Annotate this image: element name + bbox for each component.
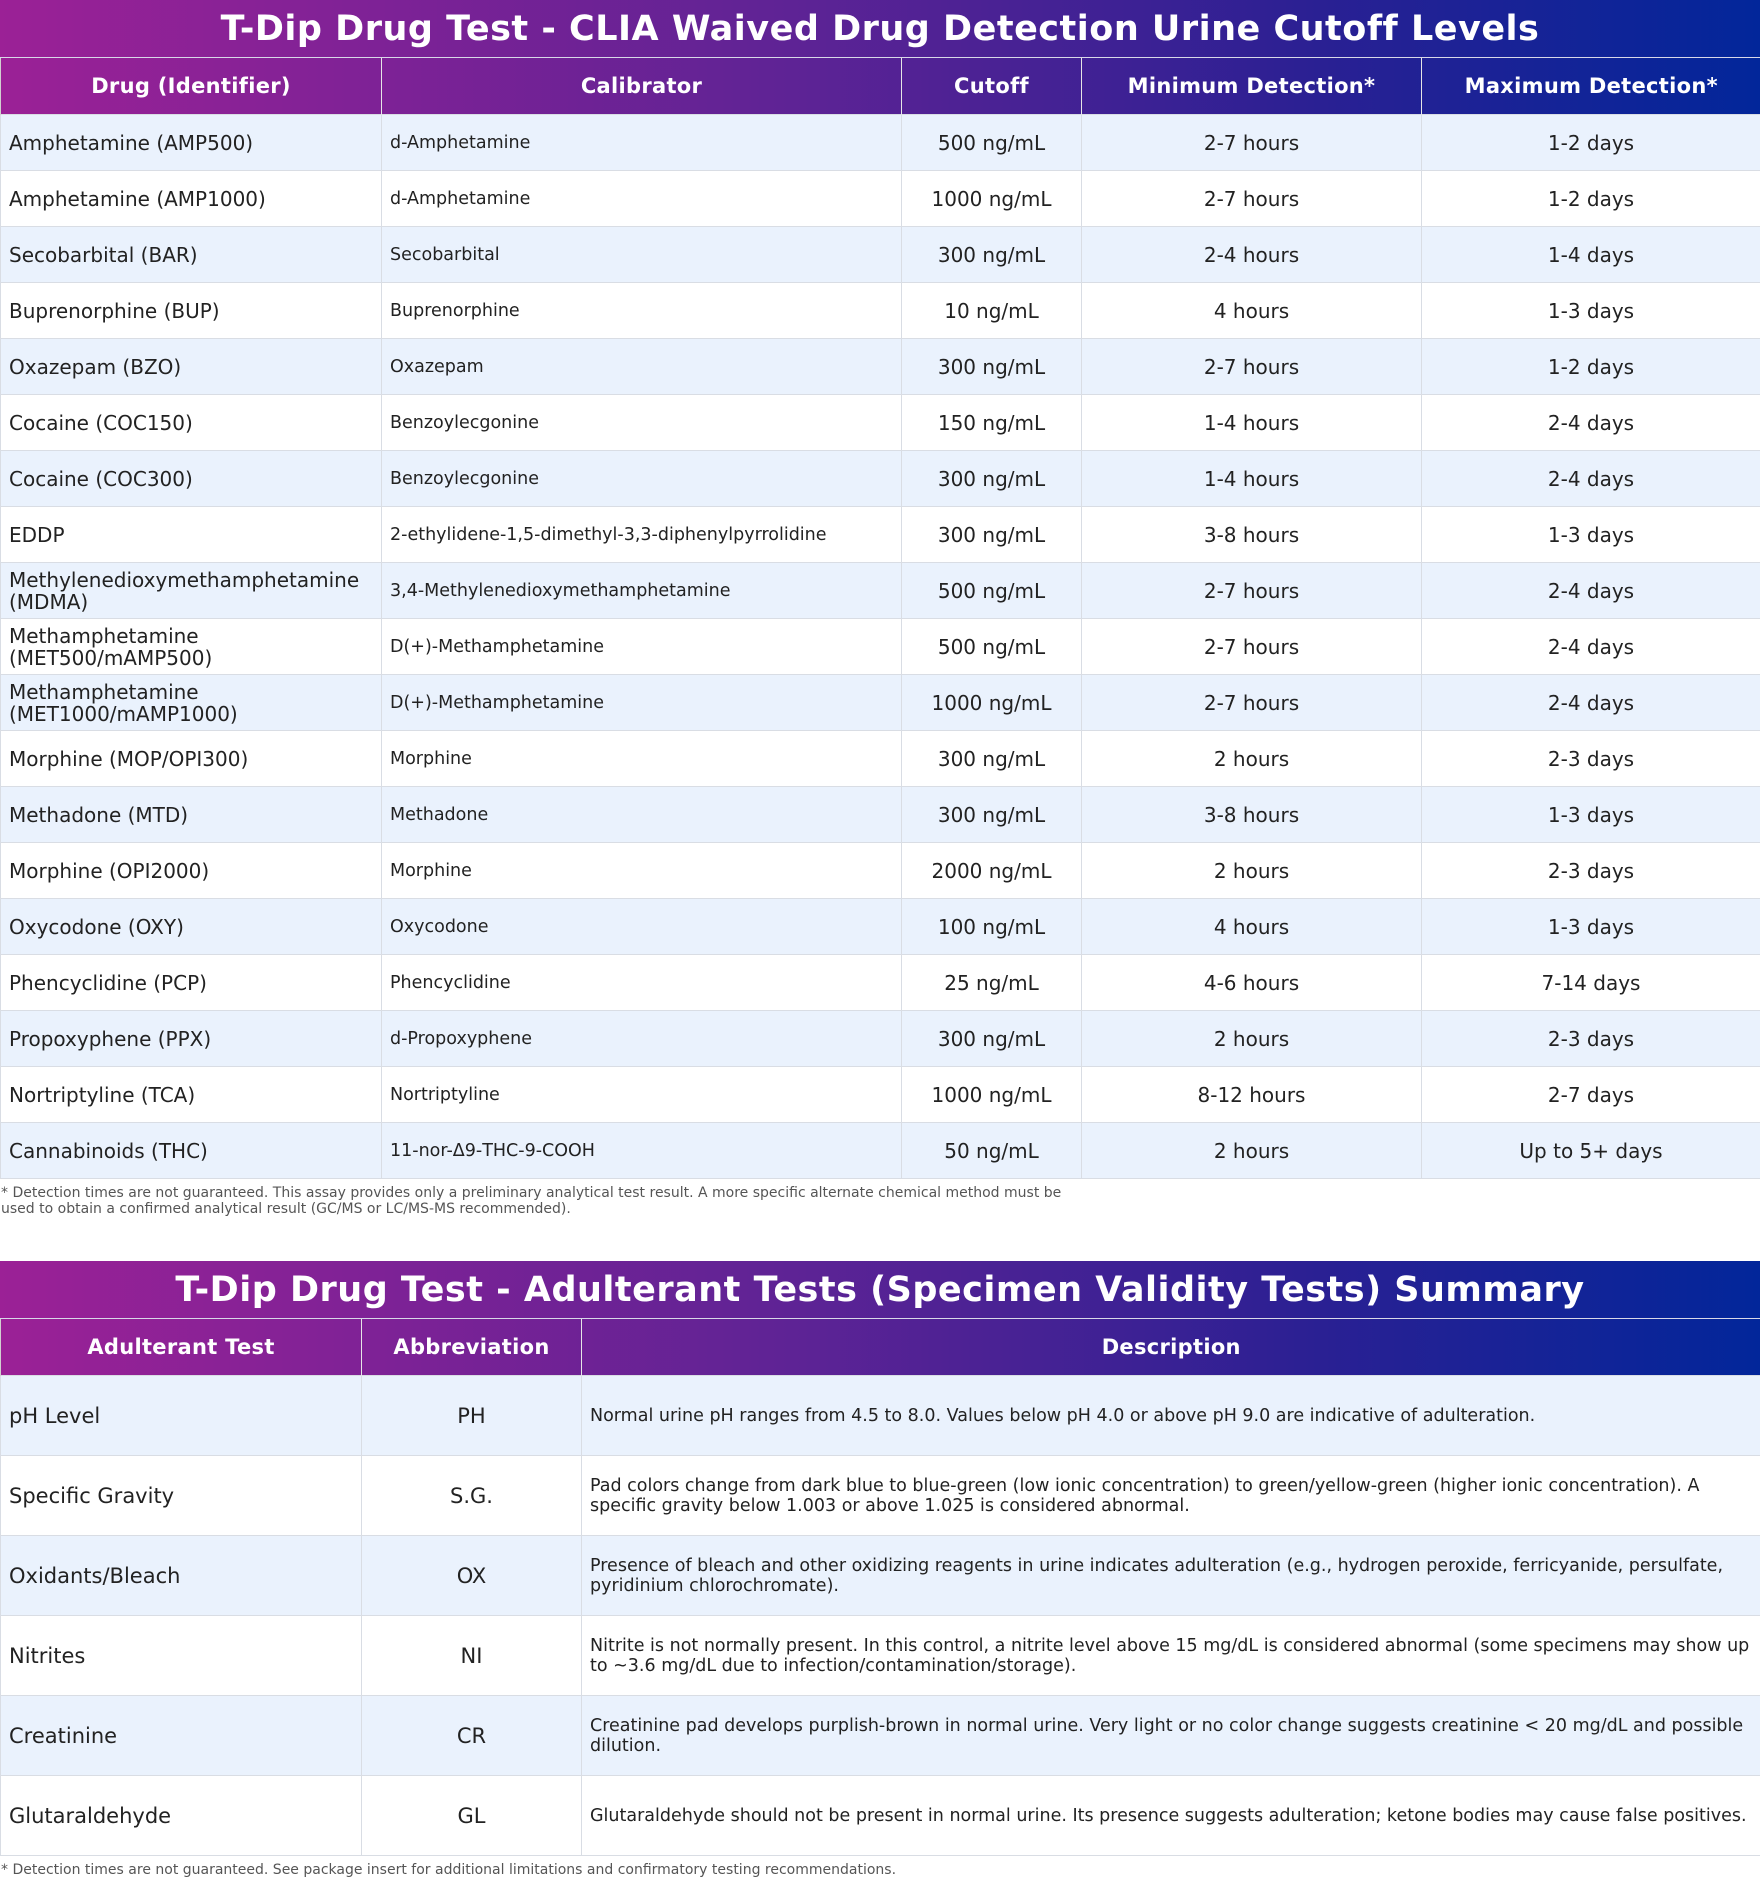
drug-cell: Amphetamine (AMP1000) — [1, 171, 382, 227]
cutoff-cell: 100 ng/mL — [902, 899, 1082, 955]
drug-cell: Oxazepam (BZO) — [1, 339, 382, 395]
cutoff-cell: 150 ng/mL — [902, 395, 1082, 451]
adulterant-test-cell: pH Level — [1, 1376, 362, 1456]
adulterant-section — [0, 1261, 1760, 1878]
drug-cell: Methylenedioxymethamphetamine (MDMA) — [1, 563, 382, 619]
calibrator-cell: Buprenorphine — [382, 283, 902, 339]
cutoff-row — [1, 451, 1760, 507]
cutoff-row — [1, 1067, 1760, 1123]
min-detection-cell: 2 hours — [1082, 731, 1422, 787]
header-max-detection: Maximum Detection* — [1422, 58, 1760, 115]
max-detection-cell: 2-3 days — [1422, 1011, 1760, 1067]
min-detection-cell: 2 hours — [1082, 1123, 1422, 1179]
adulterant-test-cell: Specific Gravity — [1, 1456, 362, 1536]
adulterant-test-cell: Creatinine — [1, 1696, 362, 1776]
max-detection-cell: 2-4 days — [1422, 563, 1760, 619]
min-detection-cell: 1-4 hours — [1082, 395, 1422, 451]
cutoff-footnote: * Detection times are not guaranteed. This assay provides only a preliminary analytical test result. A more specific alternate chemical method must be used to obtain a confirmed analytical result (GC/MS or LC/MS-MS recommended). — [1, 1185, 1062, 1217]
max-detection-cell: 2-4 days — [1422, 395, 1760, 451]
max-detection-cell: 2-3 days — [1422, 731, 1760, 787]
abbreviation-cell: GL — [362, 1776, 582, 1856]
min-detection-cell: 2 hours — [1082, 843, 1422, 899]
calibrator-cell: Benzoylecgonine — [382, 451, 902, 507]
min-detection-cell: 2-7 hours — [1082, 339, 1422, 395]
max-detection-cell: 2-4 days — [1422, 675, 1760, 731]
abbreviation-cell: CR — [362, 1696, 582, 1776]
cutoff-row — [1, 339, 1760, 395]
drug-cell: Cocaine (COC150) — [1, 395, 382, 451]
cutoff-row — [1, 731, 1760, 787]
description-cell: Nitrite is not normally present. In this control, a nitrite level above 15 mg/dL is considered abnormal (some specimens may show up to ~3.6 mg/dL due to infection/contamination/storage). — [582, 1616, 1760, 1696]
adulterant-test-cell: Glutaraldehyde — [1, 1776, 362, 1856]
calibrator-cell: Morphine — [382, 731, 902, 787]
cutoff-cell: 300 ng/mL — [902, 787, 1082, 843]
max-detection-cell: 2-4 days — [1422, 619, 1760, 675]
adulterant-test-cell: Nitrites — [1, 1616, 362, 1696]
header-adulterant-test: Adulterant Test — [1, 1319, 362, 1376]
min-detection-cell: 2-4 hours — [1082, 227, 1422, 283]
cutoff-row — [1, 899, 1760, 955]
calibrator-cell: D(+)-Methamphetamine — [382, 675, 902, 731]
cutoff-cell: 1000 ng/mL — [902, 171, 1082, 227]
cutoff-header-row — [1, 58, 1760, 115]
cutoff-row — [1, 955, 1760, 1011]
cutoff-row — [1, 675, 1760, 731]
adulterant-row — [1, 1456, 1760, 1536]
abbreviation-cell: S.G. — [362, 1456, 582, 1536]
cutoff-cell: 500 ng/mL — [902, 619, 1082, 675]
drug-cell: Phencyclidine (PCP) — [1, 955, 382, 1011]
drug-cell: Secobarbital (BAR) — [1, 227, 382, 283]
calibrator-cell: Nortriptyline — [382, 1067, 902, 1123]
abbreviation-cell: OX — [362, 1536, 582, 1616]
adulterant-row — [1, 1376, 1760, 1456]
drug-cell: Amphetamine (AMP500) — [1, 115, 382, 171]
calibrator-cell: 2-ethylidene-1,5-dimethyl-3,3-diphenylpyrrolidine — [382, 507, 902, 563]
cutoff-cell: 50 ng/mL — [902, 1123, 1082, 1179]
calibrator-cell: 3,4-Methylenedioxymethamphetamine — [382, 563, 902, 619]
header-calibrator: Calibrator — [382, 58, 902, 115]
max-detection-cell: 1-3 days — [1422, 899, 1760, 955]
adulterant-footnote: * Detection times are not guaranteed. See package insert for additional limitations and confirmatory testing recommendations. — [1, 1862, 897, 1878]
max-detection-cell: 2-3 days — [1422, 843, 1760, 899]
description-cell: Creatinine pad develops purplish-brown in normal urine. Very light or no color change suggests creatinine < 20 mg/dL and possible dilution. — [582, 1696, 1760, 1776]
drug-cell: Morphine (OPI2000) — [1, 843, 382, 899]
cutoff-row — [1, 395, 1760, 451]
adulterant-header-row — [1, 1319, 1760, 1376]
abbreviation-cell: NI — [362, 1616, 582, 1696]
min-detection-cell: 8-12 hours — [1082, 1067, 1422, 1123]
min-detection-cell: 2 hours — [1082, 1011, 1422, 1067]
calibrator-cell: d-Amphetamine — [382, 171, 902, 227]
min-detection-cell: 4 hours — [1082, 899, 1422, 955]
cutoff-row — [1, 115, 1760, 171]
cutoff-cell: 1000 ng/mL — [902, 675, 1082, 731]
description-cell: Normal urine pH ranges from 4.5 to 8.0. Values below pH 4.0 or above pH 9.0 are indicative of adulteration. — [582, 1376, 1760, 1456]
cutoff-cell: 1000 ng/mL — [902, 1067, 1082, 1123]
drug-cell: Nortriptyline (TCA) — [1, 1067, 382, 1123]
description-cell: Pad colors change from dark blue to blue-green (low ionic concentration) to green/yellow-green (higher ionic concentration). A specific gravity below 1.003 or above 1.025 is considered abnormal. — [582, 1456, 1760, 1536]
calibrator-cell: 11-nor-Δ9-THC-9-COOH — [382, 1123, 902, 1179]
min-detection-cell: 3-8 hours — [1082, 787, 1422, 843]
calibrator-cell: Oxazepam — [382, 339, 902, 395]
cutoff-cell: 300 ng/mL — [902, 1011, 1082, 1067]
drug-cell: Propoxyphene (PPX) — [1, 1011, 382, 1067]
cutoff-table — [0, 57, 1760, 1179]
cutoff-cell: 2000 ng/mL — [902, 843, 1082, 899]
min-detection-cell: 2-7 hours — [1082, 619, 1422, 675]
cutoff-row — [1, 563, 1760, 619]
max-detection-cell: 1-4 days — [1422, 227, 1760, 283]
cutoff-row — [1, 1011, 1760, 1067]
cutoff-cell: 300 ng/mL — [902, 507, 1082, 563]
drug-cell: EDDP — [1, 507, 382, 563]
header-abbreviation: Abbreviation — [362, 1319, 582, 1376]
cutoff-cell: 500 ng/mL — [902, 115, 1082, 171]
cutoff-row — [1, 507, 1760, 563]
drug-cell: Buprenorphine (BUP) — [1, 283, 382, 339]
cutoff-cell: 500 ng/mL — [902, 563, 1082, 619]
calibrator-cell: d-Amphetamine — [382, 115, 902, 171]
abbreviation-cell: PH — [362, 1376, 582, 1456]
max-detection-cell: 1-2 days — [1422, 115, 1760, 171]
calibrator-cell: Phencyclidine — [382, 955, 902, 1011]
drug-cell: Cocaine (COC300) — [1, 451, 382, 507]
cutoff-title: T-Dip Drug Test - CLIA Waived Drug Detection Urine Cutoff Levels — [0, 0, 1760, 57]
cutoff-row — [1, 619, 1760, 675]
cutoff-cell: 25 ng/mL — [902, 955, 1082, 1011]
description-cell: Glutaraldehyde should not be present in normal urine. Its presence suggests adulteration; ketone bodies may cause false positives. — [582, 1776, 1760, 1856]
cutoff-cell: 300 ng/mL — [902, 227, 1082, 283]
cutoff-row — [1, 171, 1760, 227]
max-detection-cell: 2-4 days — [1422, 451, 1760, 507]
calibrator-cell: Methadone — [382, 787, 902, 843]
cutoff-row — [1, 843, 1760, 899]
min-detection-cell: 1-4 hours — [1082, 451, 1422, 507]
cutoff-cell: 10 ng/mL — [902, 283, 1082, 339]
header-min-detection: Minimum Detection* — [1082, 58, 1422, 115]
description-cell: Presence of bleach and other oxidizing reagents in urine indicates adulteration (e.g., hydrogen peroxide, ferricyanide, persulfate, pyridinium chlorochromate). — [582, 1536, 1760, 1616]
cutoff-row — [1, 1123, 1760, 1179]
max-detection-cell: 1-2 days — [1422, 171, 1760, 227]
drug-cell: Cannabinoids (THC) — [1, 1123, 382, 1179]
min-detection-cell: 2-7 hours — [1082, 115, 1422, 171]
max-detection-cell: 2-7 days — [1422, 1067, 1760, 1123]
cutoff-row — [1, 227, 1760, 283]
calibrator-cell: Oxycodone — [382, 899, 902, 955]
adulterant-row — [1, 1616, 1760, 1696]
adulterant-row — [1, 1696, 1760, 1776]
header-description: Description — [582, 1319, 1760, 1376]
max-detection-cell: 7-14 days — [1422, 955, 1760, 1011]
drug-cell: Methadone (MTD) — [1, 787, 382, 843]
min-detection-cell: 2-7 hours — [1082, 675, 1422, 731]
min-detection-cell: 2-7 hours — [1082, 171, 1422, 227]
cutoff-row — [1, 787, 1760, 843]
drug-cell: Methamphetamine (MET1000/mAMP1000) — [1, 675, 382, 731]
calibrator-cell: d-Propoxyphene — [382, 1011, 902, 1067]
max-detection-cell: Up to 5+ days — [1422, 1123, 1760, 1179]
drug-cell: Oxycodone (OXY) — [1, 899, 382, 955]
adulterant-table — [0, 1318, 1760, 1856]
max-detection-cell: 1-3 days — [1422, 283, 1760, 339]
min-detection-cell: 4 hours — [1082, 283, 1422, 339]
calibrator-cell: D(+)-Methamphetamine — [382, 619, 902, 675]
max-detection-cell: 1-3 days — [1422, 507, 1760, 563]
adulterant-title: T-Dip Drug Test - Adulterant Tests (Specimen Validity Tests) Summary — [0, 1261, 1760, 1318]
drug-cell: Morphine (MOP/OPI300) — [1, 731, 382, 787]
adulterant-row — [1, 1536, 1760, 1616]
cutoff-cell: 300 ng/mL — [902, 451, 1082, 507]
calibrator-cell: Secobarbital — [382, 227, 902, 283]
cutoff-cell: 300 ng/mL — [902, 339, 1082, 395]
adulterant-row — [1, 1776, 1760, 1856]
header-cutoff: Cutoff — [902, 58, 1082, 115]
adulterant-test-cell: Oxidants/Bleach — [1, 1536, 362, 1616]
cutoff-row — [1, 283, 1760, 339]
max-detection-cell: 1-3 days — [1422, 787, 1760, 843]
drug-cell: Methamphetamine (MET500/mAMP500) — [1, 619, 382, 675]
max-detection-cell: 1-2 days — [1422, 339, 1760, 395]
calibrator-cell: Morphine — [382, 843, 902, 899]
min-detection-cell: 4-6 hours — [1082, 955, 1422, 1011]
calibrator-cell: Benzoylecgonine — [382, 395, 902, 451]
cutoff-cell: 300 ng/mL — [902, 731, 1082, 787]
header-drug: Drug (Identifier) — [1, 58, 382, 115]
min-detection-cell: 3-8 hours — [1082, 507, 1422, 563]
min-detection-cell: 2-7 hours — [1082, 563, 1422, 619]
